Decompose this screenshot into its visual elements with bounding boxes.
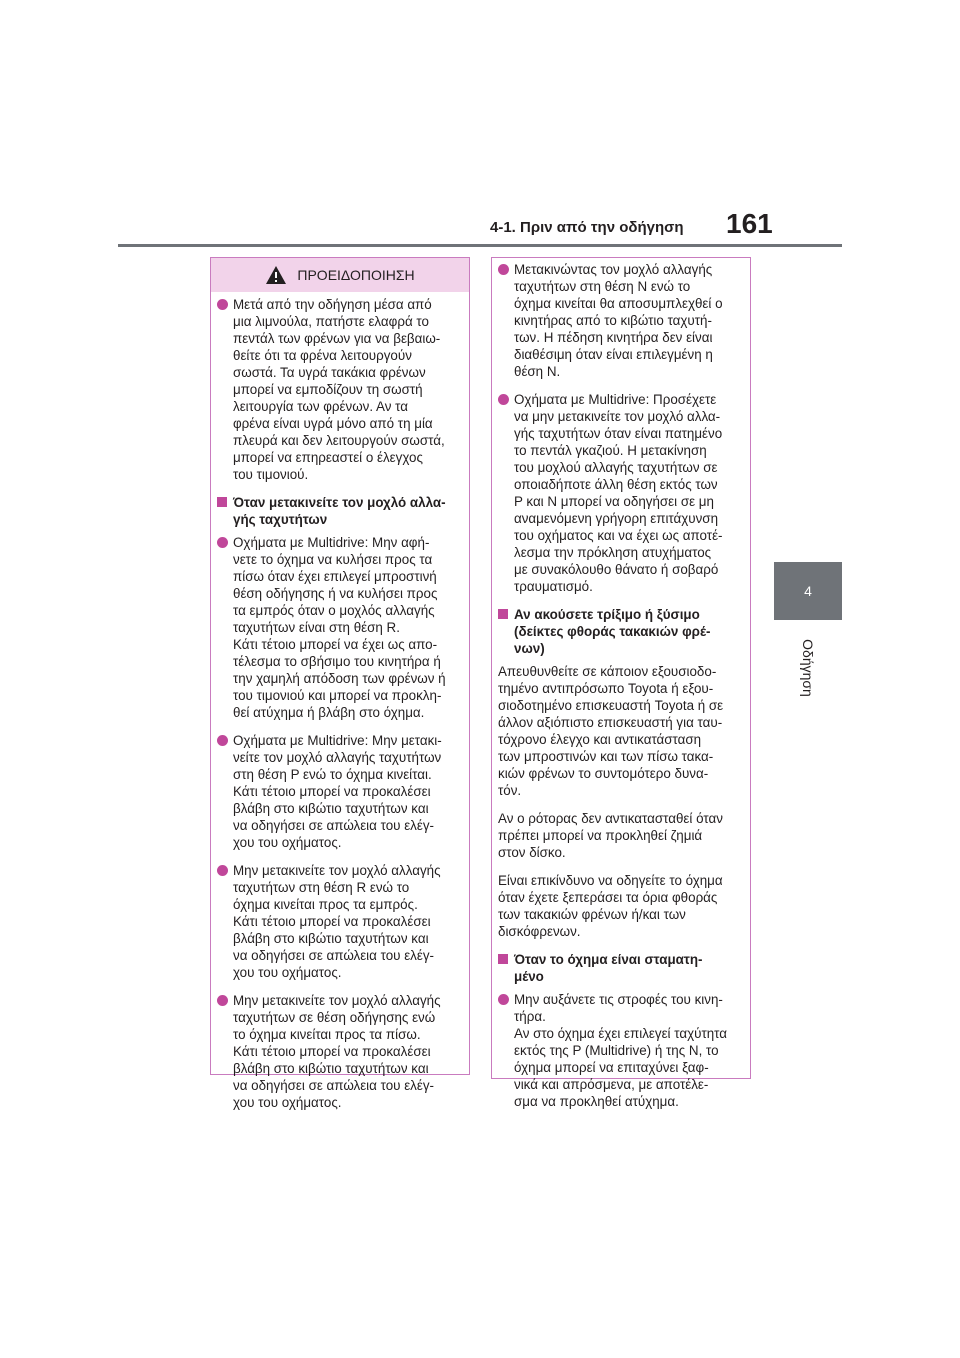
list-item: Μετακινώντας τον μοχλό αλλαγής ταχυτήτων στη θέση N ενώ το όχημα κινείται θα αποσυμπλεχθεί ο κινητήρας από το κιβώτιο ταχυτή- των. Η πέδηση κινητήρα δεν είναι διαθέσιμη όταν είναι επιλεγμένη η θέση N. xyxy=(498,261,742,380)
subheading: Όταν μετακινείτε τον μοχλό αλλα- γής ταχυτήτων xyxy=(217,494,461,528)
list-item: Μην μετακινείτε τον μοχλό αλλαγής ταχυτήτων σε θέση οδήγησης ενώ το όχημα κινείται προς τα πίσω. Κάτι τέτοιο μπορεί να προκαλέσει βλάβη στο κιβώτιο ταχυτήτων και να οδηγήσει σε απώλεια του ελέγ- χου του οχήματος. xyxy=(217,992,461,1111)
paragraph: Είναι επικίνδυνο να οδηγείτε το όχημα όταν έχετε ξεπεράσει τα όρια φθοράς των τακακιών φρένων ή/και των δισκόφρενων. xyxy=(498,873,723,939)
page-number: 161 xyxy=(726,208,773,239)
list-item: Μετά από την οδήγηση μέσα από μια λιμνούλα, πατήστε ελαφρά το πεντάλ των φρένων για να βεβαιω- θείτε ότι τα φρένα λειτουργούν σωστά. Τα υγρά τακάκια φρένων μπορεί να εμποδίζουν τη σωστή λειτουργία των φρένων. Αν τα φρένα είναι υγρά μόνο από τη μία πλευρά και δεν λειτουργούν σωστά, μπορεί να επηρεαστεί ο έλεγχος του τιμονιού. xyxy=(217,296,461,483)
subheading: Αν ακούσετε τρίξιμο ή ξύσιμο (δείκτες φθοράς τακακιών φρέ- νων) xyxy=(498,606,742,657)
list-item: Μην αυξάνετε τις στροφές του κινη- τήρα. Αν στο όχημα έχει επιλεγεί ταχύτητα εκτός της P (Multidrive) ή της N, το όχημα μπορεί να επιταχύνει ξαφ- νικά και απρόσμενα, με αποτέλε- σμα να προκληθεί ατύχημα. xyxy=(498,991,742,1110)
subheading: Όταν το όχημα είναι σταματη- μένο xyxy=(498,951,742,985)
chapter-label: Οδήγηση xyxy=(800,639,816,697)
paragraph: Απευθυνθείτε σε κάποιον εξουσιοδο- τημένο αντιπρόσωπο Toyota ή εξου- σιοδοτημένο επισκευαστή Toyota ή σε άλλον αξιόπιστο επισκευαστή για ταυ- τόχρονο έλεγχο και αντικατάσταση των μπροστινών και των πίσω τακα- κιών φρένων το συντομότερο δυνα- τόν. xyxy=(498,664,724,798)
warning-icon xyxy=(265,265,287,285)
list-item: Οχήματα με Multidrive: Μην μετακι- νείτε τον μοχλό αλλαγής ταχυτήτων στη θέση P ενώ το όχημα κινείται. Κάτι τέτοιο μπορεί να προκαλέσει βλάβη στο κιβώτιο ταχυτήτων και να οδηγήσει σε απώλεια του ελέγ- χου του οχήματος. xyxy=(217,732,461,851)
warning-title: ΠΡΟΕΙΔΟΠΟΙΗΣΗ xyxy=(297,266,415,283)
list-item: Μην μετακινείτε τον μοχλό αλλαγής ταχυτήτων στη θέση R ενώ το όχημα κινείται προς τα εμπρός. Κάτι τέτοιο μπορεί να προκαλέσει βλάβη στο κιβώτιο ταχυτήτων και να οδηγήσει σε απώλεια του ελέγ- χου του οχήματος. xyxy=(217,862,461,981)
chapter-tab xyxy=(774,562,842,620)
list-item: Οχήματα με Multidrive: Προσέχετε να μην μετακινείτε τον μοχλό αλλα- γής ταχυτήτων όταν είναι πατημένο το πεντάλ γκαζιού. Η μετακίνηση του μοχλού αλλαγής ταχυτήτων σε οποιαδήποτε άλλη θέση εκτός των P και N μπορεί να οδηγήσει σε μη αναμενόμενη γρήγορη επιτάχυνση του οχήματος και να έχει ως αποτέ- λεσμα την πρόκληση ατυχήματος με συνακόλουθο θάνατο ή σοβαρό τραυματισμό. xyxy=(498,391,742,595)
section-heading: 4-1. Πριν από την οδήγηση xyxy=(490,219,684,236)
warning-box-continued xyxy=(491,257,751,1109)
chapter-number: 4 xyxy=(804,583,812,599)
warning-header xyxy=(211,258,469,292)
warning-box xyxy=(210,257,470,1110)
header-divider xyxy=(118,244,842,247)
list-item: Οχήματα με Multidrive: Μην αφή- νετε το όχημα να κυλήσει προς τα πίσω όταν έχει επιλεγεί μπροστινή θέση οδήγησης ή να κυλήσει προς τα εμπρός όταν ο μοχλός αλλαγής ταχυτήτων είναι στη θέση R. Κάτι τέτοιο μπορεί να έχει ως απο- τέλεσμα το σβήσιμο του κινητήρα ή την χαμηλή απόδοση των φρένων ή του τιμονιού και μπορεί να προκλη- θεί ατύχημα ή βλάβη στο όχημα. xyxy=(217,534,461,721)
paragraph: Αν ο ρότορας δεν αντικατασταθεί όταν πρέπει μπορεί να προκληθεί ζημιά στον δίσκο. xyxy=(498,811,723,860)
